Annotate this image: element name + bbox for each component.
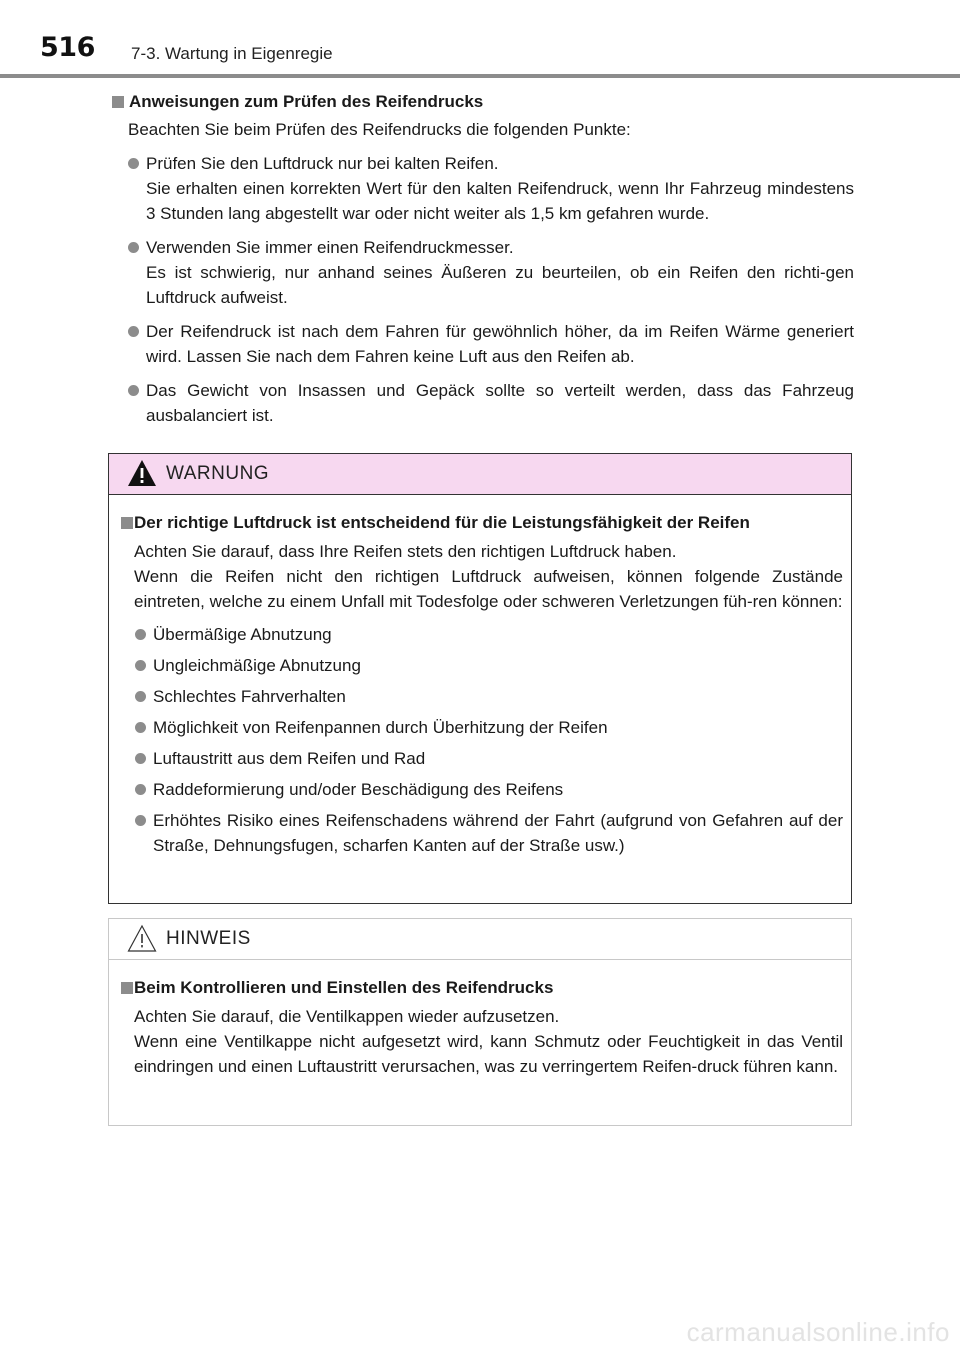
circle-bullet-icon xyxy=(135,660,146,671)
caution-triangle-icon xyxy=(127,924,157,952)
list-item: Luftaustritt aus dem Reifen und Rad xyxy=(121,746,843,771)
warning-body xyxy=(109,495,851,858)
list-item: Schlechtes Fahrverhalten xyxy=(121,684,843,709)
notice-box xyxy=(108,918,852,1126)
square-bullet-icon xyxy=(112,96,124,108)
list-item: Prüfen Sie den Luftdruck nur bei kalten Reifen. Sie erhalten einen korrekten Wert für den kalten Reifendruck, wenn Ihr Fahrzeug mindestens 3 Stunden lang abgestellt war oder nicht weiter als 1,5 km gefahren wurde. xyxy=(112,151,854,226)
notice-intro: Achten Sie darauf, die Ventilkappen wieder aufzusetzen. Wenn eine Ventilkappe nicht aufgesetzt wird, kann Schmutz oder Feuchtigkeit in das Ventil eindringen und einen Luftaustritt verursachen, was zu verringertem Reifen-druck führen kann. xyxy=(134,1007,843,1076)
page-header xyxy=(0,0,960,80)
list-item: Raddeformierung und/oder Beschädigung des Reifens xyxy=(121,777,843,802)
list-item: Ungleichmäßige Abnutzung xyxy=(121,653,843,678)
notice-heading: Beim Kontrollieren und Einstellen des Reifendrucks xyxy=(121,976,843,1000)
circle-bullet-icon xyxy=(128,385,139,396)
warning-triangle-icon xyxy=(127,459,157,487)
circle-bullet-icon xyxy=(128,326,139,337)
page-number: 516 xyxy=(40,32,95,63)
section-title: 7-3. Wartung in Eigenregie xyxy=(131,44,333,63)
warning-label: WARNUNG xyxy=(166,463,270,484)
watermark: carmanualsonline.info xyxy=(686,1317,950,1347)
list-item: Der Reifendruck ist nach dem Fahren für gewöhnlich höher, da im Reifen Wärme generiert wird. Lassen Sie nach dem Fahren keine Luft aus den Reifen ab. xyxy=(112,319,854,369)
warning-header xyxy=(109,454,851,495)
circle-bullet-icon xyxy=(135,722,146,733)
list-item: Erhöhtes Risiko eines Reifenschadens während der Fahrt (aufgrund von Gefahren auf der Straße, Dehnungsfugen, scharfen Kanten auf der Straße usw.) xyxy=(121,808,843,858)
main-content xyxy=(112,90,854,437)
list-item: Das Gewicht von Insassen und Gepäck sollte so verteilt werden, dass das Fahrzeug ausbalanciert ist. xyxy=(112,378,854,428)
list-item: Möglichkeit von Reifenpannen durch Überhitzung der Reifen xyxy=(121,715,843,740)
square-bullet-icon xyxy=(121,982,133,994)
square-bullet-icon xyxy=(121,517,133,529)
warning-intro: Achten Sie darauf, dass Ihre Reifen stets den richtigen Luftdruck haben. Wenn die Reifen nicht den richtigen Luftdruck aufweisen, können folgende Zustände eintreten, welche zu einem Unfall mit Todesfolge oder schweren Verletzungen füh-ren können: xyxy=(134,542,843,611)
notice-body xyxy=(109,960,851,1079)
circle-bullet-icon xyxy=(128,242,139,253)
circle-bullet-icon xyxy=(128,158,139,169)
notice-header xyxy=(109,919,851,960)
circle-bullet-icon xyxy=(135,815,146,826)
circle-bullet-icon xyxy=(135,691,146,702)
circle-bullet-icon xyxy=(135,753,146,764)
section-heading: Anweisungen zum Prüfen des Reifendrucks xyxy=(112,90,854,114)
warning-heading: Der richtige Luftdruck ist entscheidend für die Leistungsfähigkeit der Reifen xyxy=(121,511,843,535)
warning-box xyxy=(108,453,852,904)
list-item: Verwenden Sie immer einen Reifendruckmesser. Es ist schwierig, nur anhand seines Äußeren zu beurteilen, ob ein Reifen den richti-gen Luftdruck aufweist. xyxy=(112,235,854,310)
circle-bullet-icon xyxy=(135,629,146,640)
circle-bullet-icon xyxy=(135,784,146,795)
intro-text: Beachten Sie beim Prüfen des Reifendrucks die folgenden Punkte: xyxy=(128,120,631,139)
list-item: Übermäßige Abnutzung xyxy=(121,622,843,647)
notice-label: HINWEIS xyxy=(166,928,251,949)
header-rule xyxy=(0,74,960,78)
